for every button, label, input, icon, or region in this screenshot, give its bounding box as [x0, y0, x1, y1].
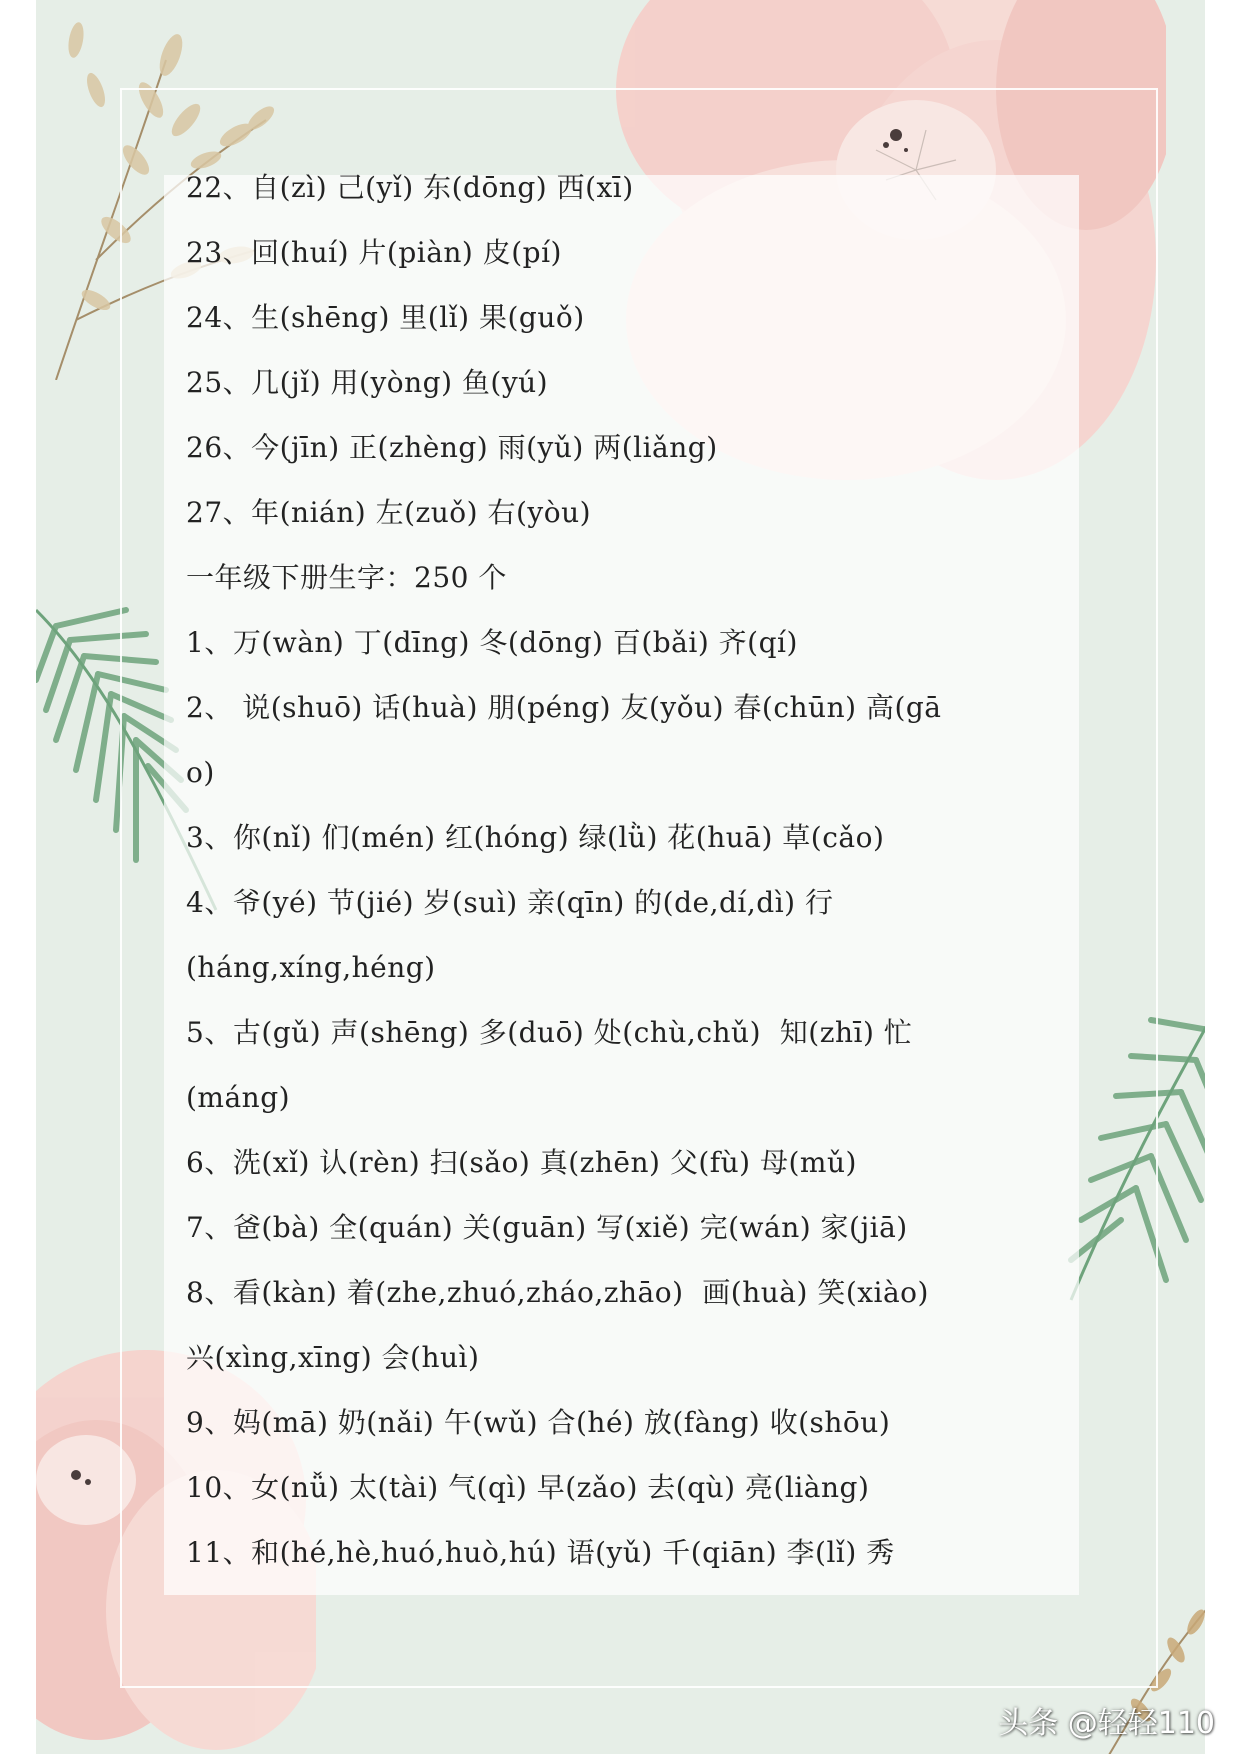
- text-line: 3、你(nǐ) 们(mén) 红(hóng) 绿(lǜ) 花(huā) 草(cǎo): [186, 821, 885, 854]
- text-line: 1、万(wàn) 丁(dīng) 冬(dōng) 百(bǎi) 齐(qí): [186, 626, 798, 659]
- watermark: 头条 @轻轻110: [998, 1706, 1215, 1741]
- text-line: 5、古(gǔ) 声(shēng) 多(duō) 处(chù,chǔ) 知(zhī) 忙: [186, 1016, 913, 1049]
- text-line: (háng,xíng,héng): [186, 951, 436, 984]
- text-line: o): [186, 756, 215, 789]
- text-line: 25、几(jǐ) 用(yòng) 鱼(yú): [186, 366, 549, 399]
- text-line: 6、洗(xǐ) 认(rèn) 扫(sǎo) 真(zhēn) 父(fù) 母(mǔ): [186, 1146, 857, 1179]
- text-line: 10、女(nǚ) 太(tài) 气(qì) 早(zǎo) 去(qù) 亮(liàng): [186, 1471, 870, 1504]
- section-heading: 一年级下册生字：250 个: [186, 561, 507, 594]
- document-body: [186, 155, 1056, 1585]
- text-line: (máng): [186, 1081, 291, 1114]
- text-line: 23、回(huí) 片(piàn) 皮(pí): [186, 236, 562, 269]
- text-line: 4、爷(yé) 节(jié) 岁(suì) 亲(qīn) 的(de,dí,dì) 行: [186, 886, 834, 919]
- text-line: 26、今(jīn) 正(zhèng) 雨(yǔ) 两(liǎng): [186, 431, 718, 464]
- text-line: 24、生(shēng) 里(lǐ) 果(guǒ): [186, 301, 585, 334]
- text-line: 22、自(zì) 己(yǐ) 东(dōng) 西(xī): [186, 171, 634, 204]
- text-line: 2、 说(shuō) 话(huà) 朋(péng) 友(yǒu) 春(chūn) 高(gā: [186, 691, 942, 724]
- text-line: 9、妈(mā) 奶(nǎi) 午(wǔ) 合(hé) 放(fàng) 收(shōu): [186, 1406, 891, 1439]
- text-line: 7、爸(bà) 全(quán) 关(guān) 写(xiě) 完(wán) 家(jiā): [186, 1211, 908, 1244]
- text-line: 兴(xìng,xīng) 会(huì): [186, 1341, 480, 1374]
- text-line: 27、年(nián) 左(zuǒ) 右(yòu): [186, 496, 592, 529]
- text-line: 11、和(hé,hè,huó,huò,hú) 语(yǔ) 千(qiān) 李(lǐ) 秀: [186, 1536, 895, 1569]
- text-line: 8、看(kàn) 着(zhe,zhuó,zháo,zhāo) 画(huà) 笑(xiào): [186, 1276, 929, 1309]
